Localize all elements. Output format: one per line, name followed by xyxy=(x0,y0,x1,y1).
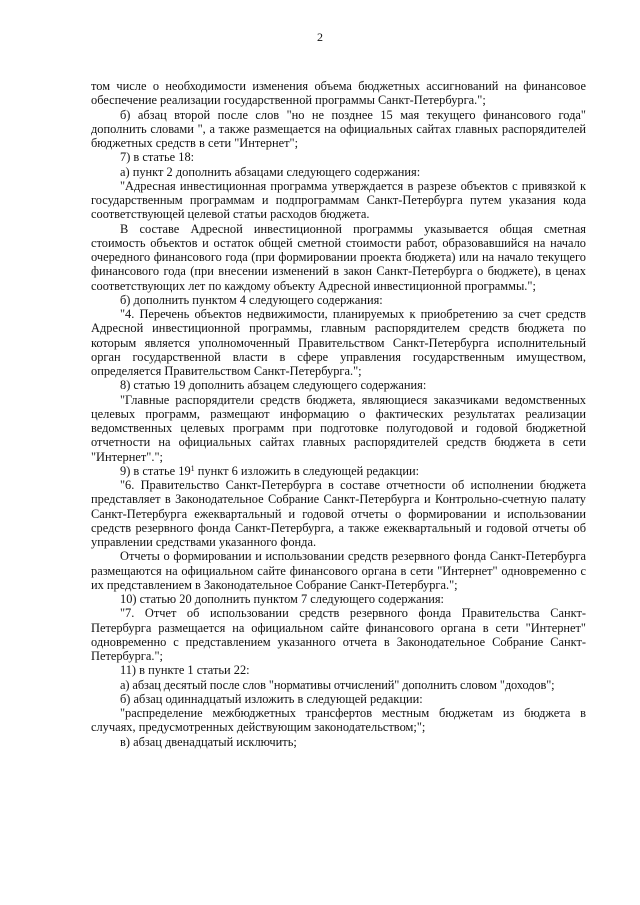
paragraph-article-19-1 xyxy=(91,464,586,478)
document-body xyxy=(91,79,586,749)
paragraph: 11) в пункте 1 статьи 22: xyxy=(120,663,250,678)
paragraph: "4. Перечень объектов недвижимости, планируемых к приобретению за счет средств Адресной инвестиционной программы, главным распорядителем средств бюджета по которым является уполномоченный Правительством Санкт-Петербурга исполнительный орган государственной власти в сфере управления государственным имуществом, определяется Правительством Санкт-Петербурга."; xyxy=(91,307,586,378)
paragraph: а) абзац десятый после слов "нормативы отчислений" дополнить словом "доходов"; xyxy=(120,677,555,692)
paragraph: 8) статью 19 дополнить абзацем следующего содержания: xyxy=(120,378,427,393)
paragraph: 7) в статье 18: xyxy=(120,150,195,165)
paragraph: "6. Правительство Санкт-Петербурга в составе отчетности об исполнении бюджета представляет в Законодательное Собрание Санкт-Петербурга и Контрольно-счетную палату Санкт-Петербурга ежеквартальный и годовой отчеты о формировании и использовании средств резервного фонда Санкт-Петербурга, а также ежеквартальный и годовой отчеты об управлении средствами указанного фонда. xyxy=(91,478,586,549)
paragraph: "распределение межбюджетных трансфертов местным бюджетам из бюджета в случаях, предусмотренных действующим законодательством;"; xyxy=(91,706,586,735)
paragraph-text-after: пункт 6 изложить в следующей редакции: xyxy=(194,463,420,478)
paragraph: б) дополнить пунктом 4 следующего содержания: xyxy=(120,292,383,307)
paragraph: б) абзац одиннадцатый изложить в следующей редакции: xyxy=(120,691,423,706)
superscript-number: 1 xyxy=(190,463,195,473)
paragraph: в) абзац двенадцатый исключить; xyxy=(120,734,297,749)
paragraph: 10) статью 20 дополнить пунктом 7 следующего содержания: xyxy=(120,592,444,606)
paragraph: а) пункт 2 дополнить абзацами следующего содержания: xyxy=(120,164,421,179)
paragraph: "Главные распорядители средств бюджета, являющиеся заказчиками ведомственных целевых программ, размещают информацию о фактических результатах реализации ведомственных целевых программ при подготовке полугодовой и годовой бюджетной отчетности на официальных сайтах главных распорядителей средств бюджета в сети "Интернет"."; xyxy=(91,392,586,464)
paragraph: "7. Отчет об использовании средств резервного фонда Правительства Санкт-Петербурга размещается на официальном сайте финансового органа в сети "Интернет" одновременно с представлением указанного отчета в Законодательное Собрание Санкт-Петербурга."; xyxy=(91,606,586,663)
paragraph: Отчеты о формировании и использовании средств резервного фонда Санкт-Петербурга размещаются на официальном сайте финансового органа в сети "Интернет" одновременно с их представлением в Законодательное Собрание Санкт-Петербурга."; xyxy=(91,549,586,592)
paragraph: б) абзац второй после слов "но не позднее 15 мая текущего финансового года" дополнить словами ", а также размещается на официальных сайтах главных распорядителей бюджетных средств в сети "Интернет"; xyxy=(91,107,586,150)
page-number: 2 xyxy=(317,30,323,44)
paragraph: "Адресная инвестиционная программа утверждается в разрезе объектов с привязкой к государственным программам и подпрограммам Санкт-Петербурга путем указания кода соответствующей целевой статьи расходов бюджета. xyxy=(91,178,586,222)
paragraph: В составе Адресной инвестиционной программы указывается общая сметная стоимость объектов и остаток общей сметной стоимости работ, образовавшийся на начало очередного финансового года (при формировании проекта бюджета) или на начало текущего финансового года (при внесении изменений в закон Санкт-Петербурга о бюджете), в ценах соответствующих лет по каждому объекту Адресной инвестиционной программы."; xyxy=(91,221,586,293)
paragraph: том числе о необходимости изменения объема бюджетных ассигнований на финансовое обеспечение реализации государственной программы Санкт-Петербурга."; xyxy=(91,79,586,108)
paragraph-text-before: 9) в статье 19 xyxy=(120,463,191,478)
